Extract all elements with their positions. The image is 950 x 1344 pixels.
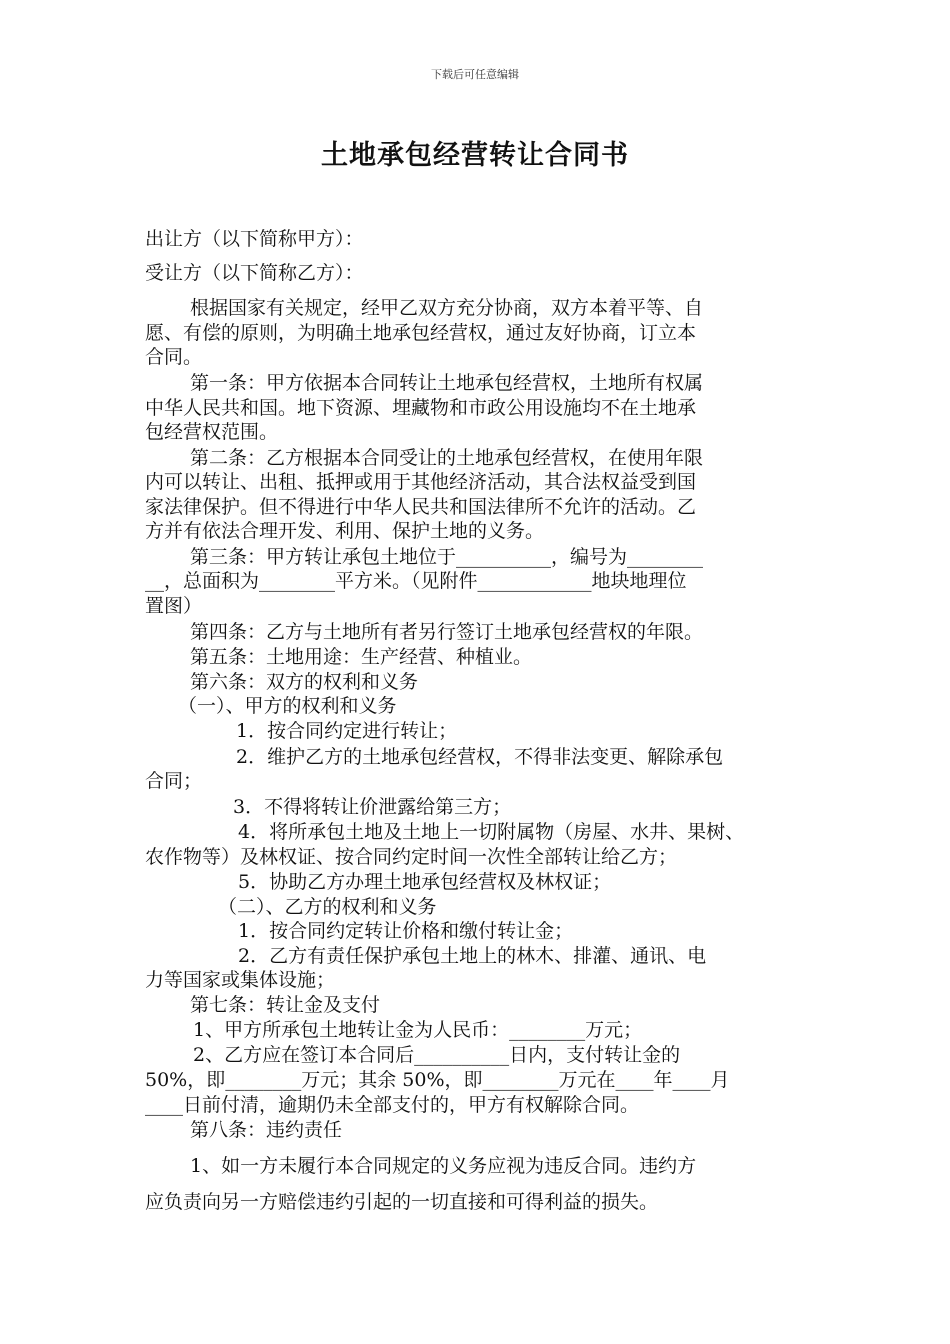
header-note: 下载后可任意编辑 [431, 68, 519, 81]
text-line: 内可以转让、出租、抵押或用于其他经济活动，其合法权益受到国 [145, 471, 697, 493]
text-line: 包经营权范围。 [145, 421, 279, 443]
text-line: 3．不得将转让价泄露给第三方； [233, 796, 512, 818]
text-line: 合同。 [145, 346, 203, 368]
text-line: 力等国家或集体设施； [145, 969, 336, 991]
text-line: 1．按合同约定进行转让； [236, 720, 458, 742]
text-line: 第二条：乙方根据本合同受让的土地承包经营权，在使用年限 [190, 447, 704, 469]
text-line: 第五条：土地用途：生产经营、种植业。 [190, 646, 533, 668]
text-line: 50%，即________万元；其余 50%，即________万元在____年____月 [145, 1069, 730, 1091]
text-line: 根据国家有关规定，经甲乙双方充分协商，双方本着平等、自 [190, 297, 704, 319]
text-line: 1、如一方未履行本合同规定的义务应视为违反合同。违约方 [190, 1155, 697, 1177]
text-line: 第四条：乙方与土地所有者另行签订土地承包经营权的年限。 [190, 621, 704, 643]
text-line: 愿、有偿的原则，为明确土地承包经营权，通过友好协商，订立本 [145, 322, 697, 344]
text-line: 家法律保护。但不得进行中华人民共和国法律所不允许的活动。乙 [145, 496, 697, 518]
text-line: 中华人民共和国。地下资源、埋藏物和市政公用设施均不在土地承 [145, 397, 697, 419]
text-line: 第六条：双方的权利和义务 [190, 671, 419, 693]
text-line: ____日前付清，逾期仍未全部支付的，甲方有权解除合同。 [145, 1094, 640, 1116]
text-line: 1、甲方所承包土地转让金为人民币：________万元； [193, 1019, 643, 1041]
text-line: 2．维护乙方的土地承包经营权，不得非法变更、解除承包 [236, 746, 724, 768]
text-line: 第八条：违约责任 [190, 1119, 343, 1141]
text-line: 2、乙方应在签订本合同后__________日内，支付转让金的 [193, 1044, 681, 1066]
text-line: 置图） [145, 595, 203, 617]
document-title: 土地承包经营转让合同书 [321, 140, 629, 171]
text-line: 4．将所承包土地及土地上一切附属物（房屋、水井、果树、 [238, 821, 745, 843]
text-line: 1．按合同约定转让价格和缴付转让金； [238, 920, 574, 942]
text-line: 合同； [145, 770, 203, 792]
text-line: 农作物等）及林权证、按合同约定时间一次性全部转让给乙方； [145, 846, 678, 868]
text-line: 5．协助乙方办理土地承包经营权及林权证； [238, 871, 612, 893]
text-line: （二）、乙方的权利和义务 [218, 896, 437, 918]
text-line: 第一条：甲方依据本合同转让土地承包经营权，土地所有权属 [190, 372, 704, 394]
text-line: （一）、甲方的权利和义务 [178, 695, 397, 717]
text-line: 出让方（以下简称甲方）： [145, 228, 364, 250]
text-line: 应负责向另一方赔偿违约引起的一切直接和可得利益的损失。 [145, 1191, 659, 1213]
text-line: 受让方（以下简称乙方）： [145, 262, 364, 284]
text-line: __，总面积为________平方米。（见附件____________地块地理位 [145, 570, 687, 592]
text-line: 第三条：甲方转让承包土地位于__________，编号为________ [190, 546, 704, 568]
text-line: 方并有依法合理开发、利用、保护土地的义务。 [145, 520, 545, 542]
text-line: 第七条：转让金及支付 [190, 994, 381, 1016]
text-line: 2．乙方有责任保护承包土地上的林木、排灌、通讯、电 [238, 945, 707, 967]
